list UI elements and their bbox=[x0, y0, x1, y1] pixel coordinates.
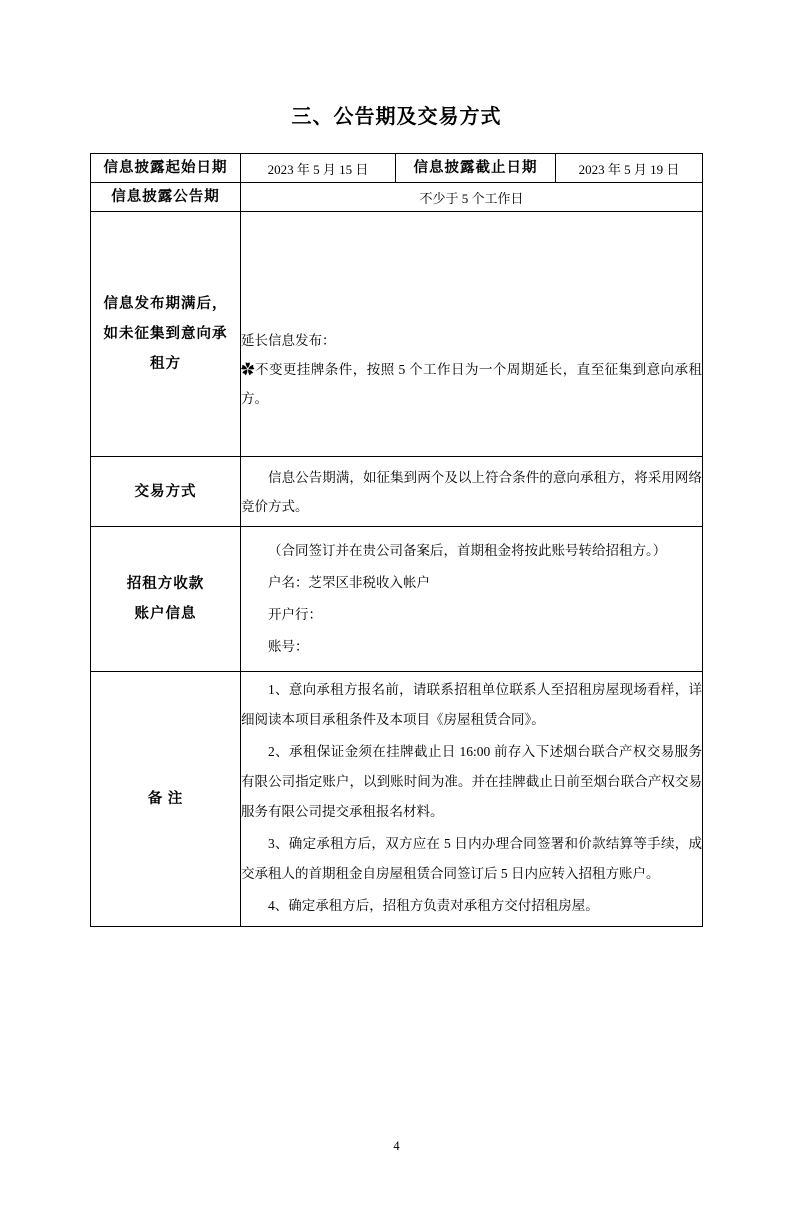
cell-label-disclosure-start: 信息披露起始日期 bbox=[91, 154, 241, 183]
cell-value-account-info bbox=[241, 527, 703, 672]
account-number: 账号： bbox=[268, 639, 309, 654]
table-row bbox=[91, 457, 703, 527]
label-line-1: 信息发布期满后， bbox=[103, 296, 228, 312]
table-row bbox=[91, 672, 703, 927]
cell-label-disclosure-end: 信息披露截止日期 bbox=[396, 154, 556, 183]
page-number: 4 bbox=[393, 1139, 400, 1153]
document-page bbox=[0, 100, 793, 1222]
remark-item-3: 3、确定承租方后，双方应在 5 日内办理合同签署和价款结算等手续，成交承租人的首期租金自房屋租赁合同签订后 5 日内应转入招租方账户。 bbox=[241, 836, 702, 881]
cell-value-trade-method bbox=[241, 457, 703, 527]
extension-line-2: ✿不变更挂牌条件，按照 5 个工作日为一个周期延长，直至征集到意向承租方。 bbox=[241, 361, 702, 406]
page-title: 三、公告期及交易方式 bbox=[291, 106, 502, 128]
table-row bbox=[91, 527, 703, 672]
cell-label-remarks: 备 注 bbox=[91, 672, 241, 927]
remark-item-2: 2、承租保证金须在挂牌截止日 16:00 前存入下述烟台联合产权交易服务有限公司指定账户，以到账时间为准。并在挂牌截止日前至烟台联合产权交易服务有限公司提交承租报名材料。 bbox=[241, 744, 702, 819]
account-name: 户名：芝罘区非税收入帐户 bbox=[268, 575, 430, 590]
cell-label-announcement-period: 信息披露公告期 bbox=[91, 183, 241, 212]
cell-value-announcement-period: 不少于 5 个工作日 bbox=[241, 183, 703, 212]
label-line-2: 如未征集到意向承 bbox=[103, 326, 228, 342]
account-label-line-2: 账户信息 bbox=[134, 606, 197, 622]
cell-label-extension bbox=[91, 212, 241, 457]
cell-value-disclosure-end: 2023 年 5 月 19 日 bbox=[556, 154, 703, 183]
cell-label-account-info bbox=[91, 527, 241, 672]
table-row bbox=[91, 183, 703, 212]
label-line-3: 租方 bbox=[150, 356, 181, 372]
account-note: （合同签订并在贵公司备案后，首期租金将按此账号转给招租方。） bbox=[268, 543, 667, 558]
remark-item-1: 1、意向承租方报名前，请联系招租单位联系人至招租房屋现场看样，详细阅读本项目承租条件及本项目《房屋租赁合同》。 bbox=[241, 682, 702, 727]
account-label-line-1: 招租方收款 bbox=[126, 576, 205, 592]
table-row bbox=[91, 154, 703, 183]
cell-label-trade-method: 交易方式 bbox=[91, 457, 241, 527]
announcement-table bbox=[90, 153, 703, 927]
remark-item-4: 4、确定承租方后，招租方负责对承租方交付招租房屋。 bbox=[268, 898, 599, 913]
account-bank: 开户行： bbox=[268, 607, 322, 622]
cell-value-disclosure-start: 2023 年 5 月 15 日 bbox=[241, 154, 396, 183]
trade-method-text: 信息公告期满，如征集到两个及以上符合条件的意向承租方，将采用网络竞价方式。 bbox=[241, 469, 702, 514]
cell-value-extension bbox=[241, 212, 703, 457]
table-row bbox=[91, 212, 703, 457]
extension-line-1: 延长信息发布： bbox=[241, 332, 336, 348]
cell-value-remarks bbox=[241, 672, 703, 927]
